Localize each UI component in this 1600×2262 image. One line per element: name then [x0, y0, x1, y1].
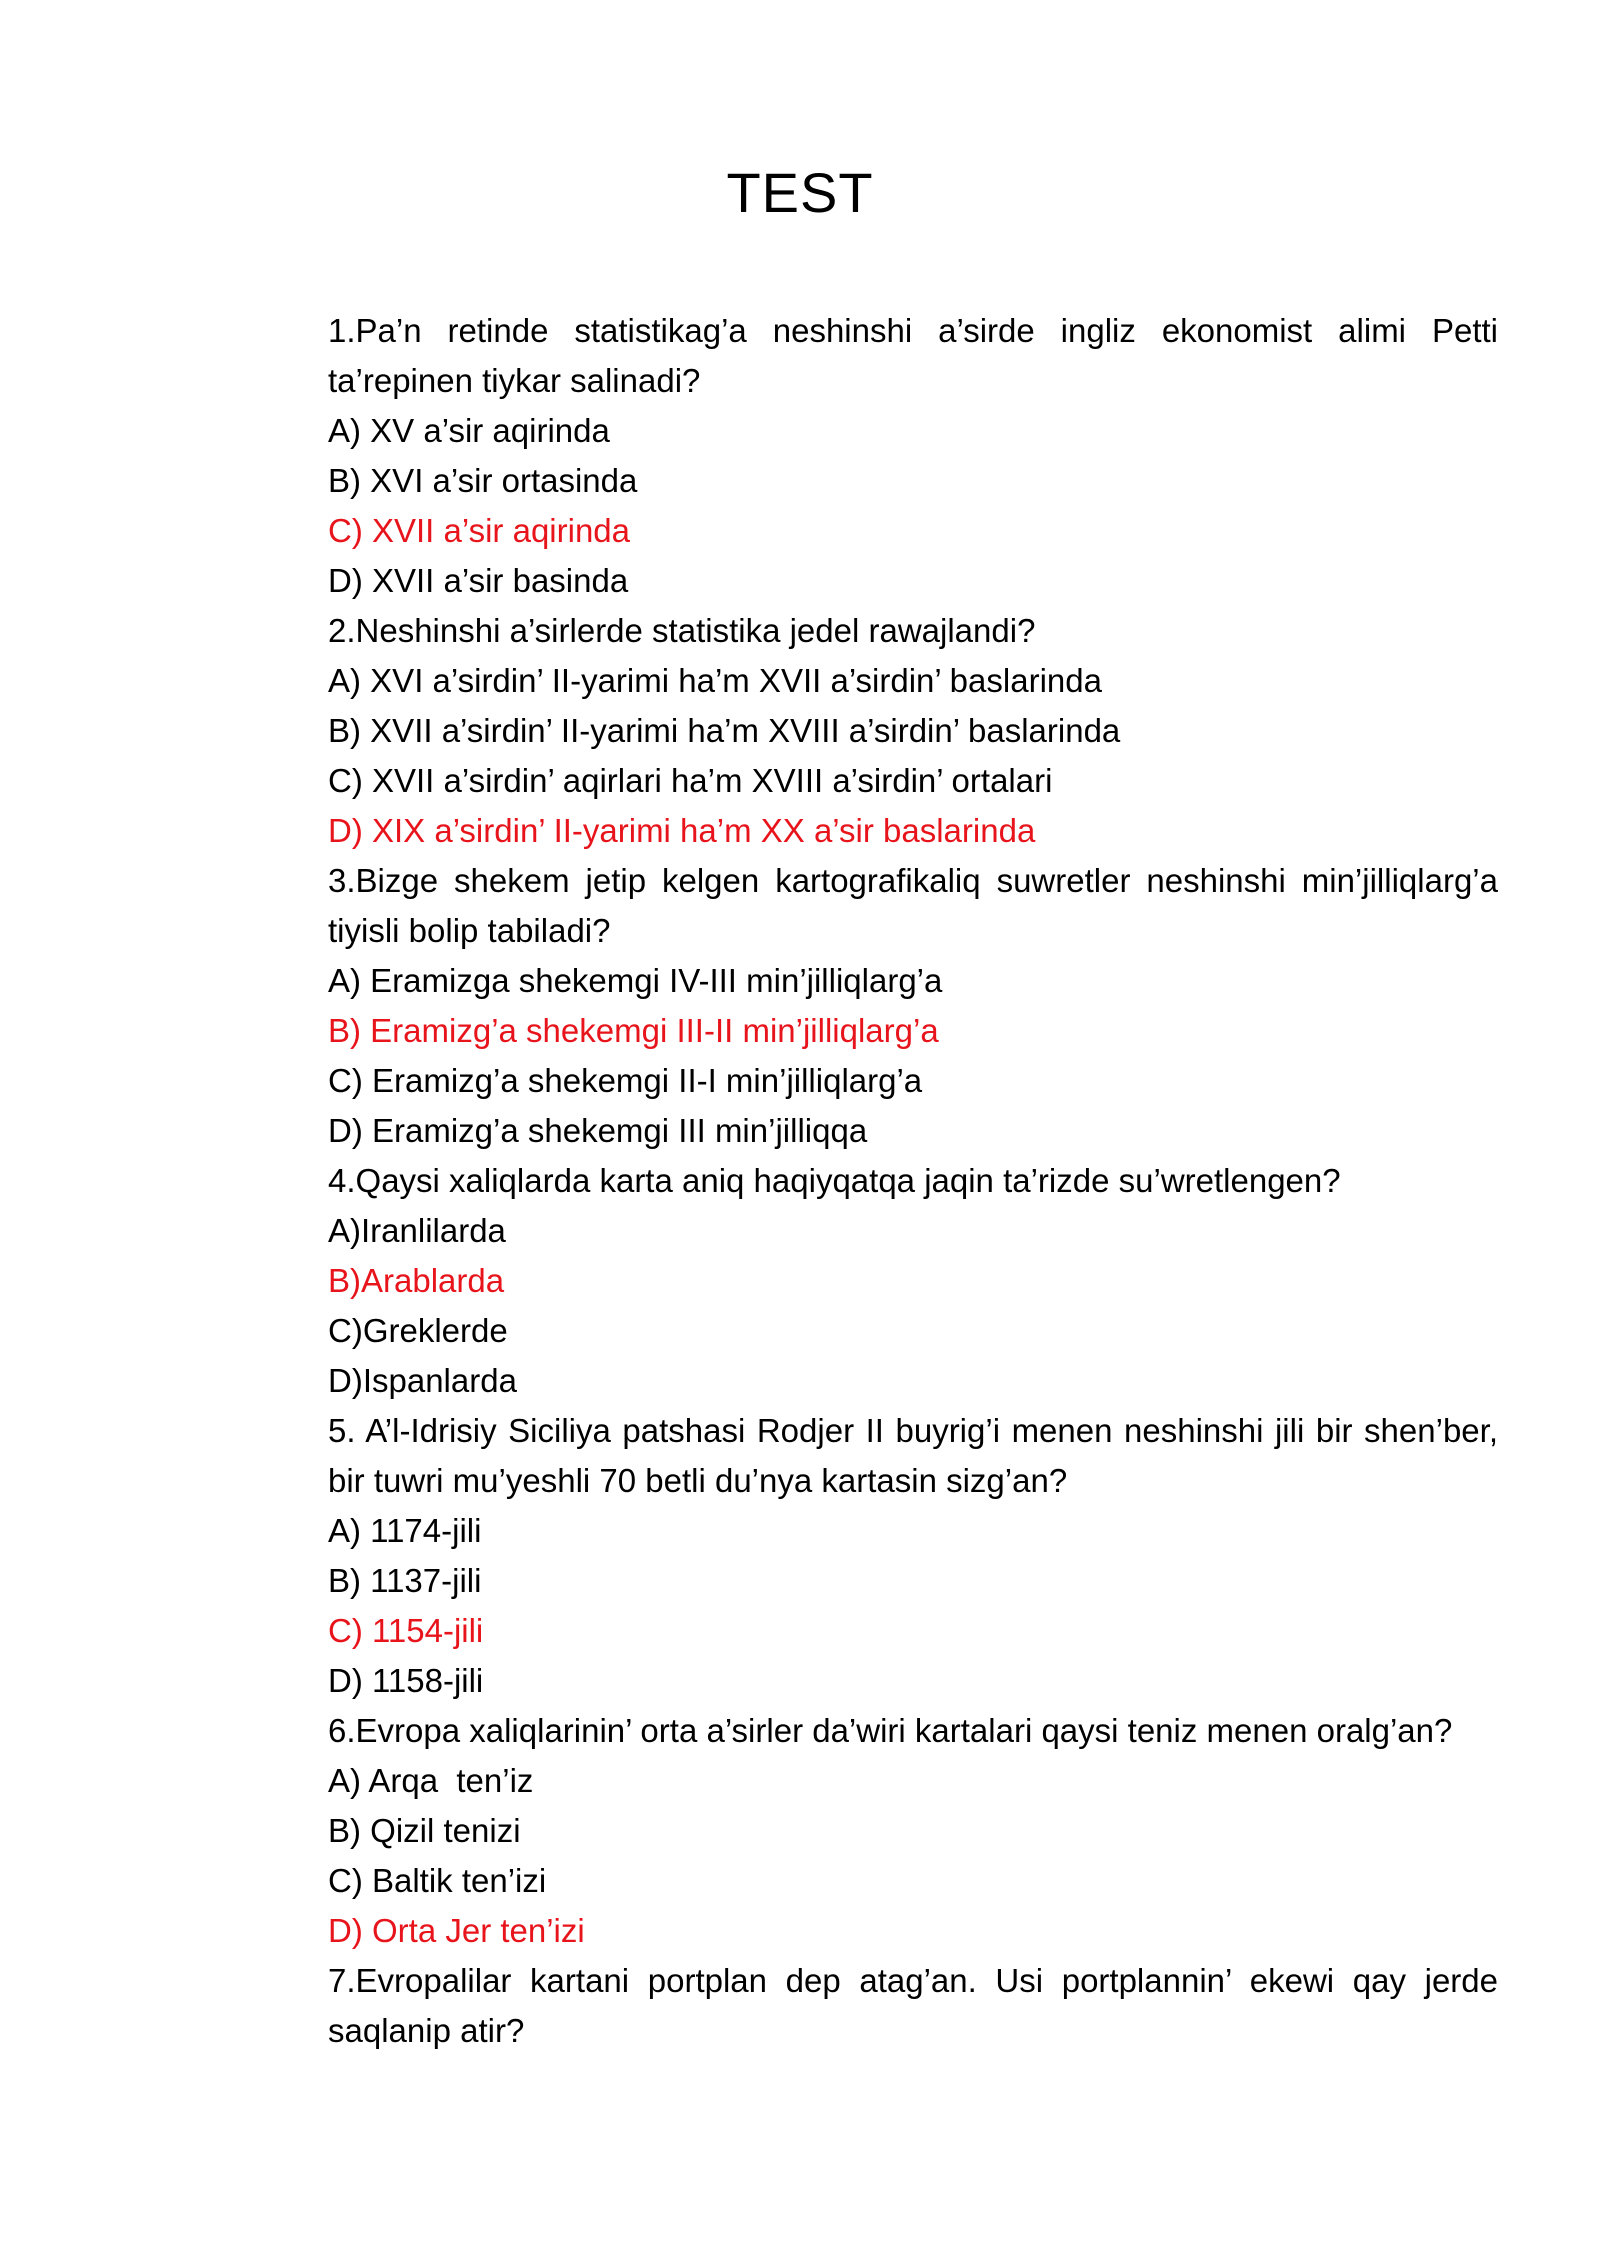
answer-option: D) 1158-jili: [328, 1662, 484, 1699]
correct-answer-option: B) Eramizg’a shekemgi III-II min’jilliqlarg’a: [328, 1012, 939, 1049]
answer-option: D) XVII a’sir basinda: [328, 562, 629, 599]
answer-option: C)Greklerde: [328, 1312, 508, 1349]
answer-option: C) Eramizg’a shekemgi II-I min’jilliqlarg’a: [328, 1062, 923, 1099]
correct-answer-option: D) XIX a’sirdin’ II-yarimi ha’m XX a’sir baslarinda: [328, 812, 1036, 849]
question-text: 5. A’l-Idrisiy Siciliya patshasi Rodjer II buyrig’i menen neshinshi jili bir shen’ber, bir tuwri mu’yeshli 70 betli du’nya kartasin sizg’an?: [328, 1412, 1498, 1499]
answer-option: A)Iranlilarda: [328, 1212, 506, 1249]
answer-option: B) XVI a’sir ortasinda: [328, 462, 638, 499]
answer-option: A) Arqa ten’iz: [328, 1762, 534, 1799]
answer-option: C) Baltik ten’izi: [328, 1862, 547, 1899]
question-text: 3.Bizge shekem jetip kelgen kartografikaliq suwretler neshinshi min’jilliqlarg’a tiyisli bolip tabiladi?: [328, 862, 1498, 949]
question-text: 1.Pa’n retinde statistikag’a neshinshi a’sirde ingliz ekonomist alimi Petti ta’repinen tiykar salinadi?: [328, 312, 1498, 399]
answer-option: A) XV a’sir aqirinda: [328, 412, 610, 449]
question-text: 4.Qaysi xaliqlarda karta aniq haqiyqatqa jaqin ta’rizde su’wretlengen?: [328, 1162, 1341, 1199]
correct-answer-option: C) 1154-jili: [328, 1612, 484, 1649]
answer-option: B) Qizil tenizi: [328, 1812, 521, 1849]
question-text: 2.Neshinshi a’sirlerde statistika jedel rawajlandi?: [328, 612, 1036, 649]
answer-option: B) XVII a’sirdin’ II-yarimi ha’m XVIII a’sirdin’ baslarinda: [328, 712, 1121, 749]
answer-option: D) Eramizg’a shekemgi III min’jilliqqa: [328, 1112, 868, 1149]
answer-option: A) Eramizga shekemgi IV-III min’jilliqlarg’a: [328, 962, 943, 999]
answer-option: A) 1174-jili: [328, 1512, 482, 1549]
answer-option: C) XVII a’sirdin’ aqirlari ha’m XVIII a’sirdin’ ortalari: [328, 762, 1053, 799]
question-text: 6.Evropa xaliqlarinin’ orta a’sirler da’wiri kartalari qaysi teniz menen oralg’an?: [328, 1712, 1453, 1749]
correct-answer-option: D) Orta Jer ten’izi: [328, 1912, 585, 1949]
question-list: [328, 306, 1498, 2056]
document-title: TEST: [726, 161, 874, 224]
answer-option: A) XVI a’sirdin’ II-yarimi ha’m XVII a’sirdin’ baslarinda: [328, 662, 1102, 699]
answer-option: D)Ispanlarda: [328, 1362, 517, 1399]
correct-answer-option: B)Arablarda: [328, 1262, 505, 1299]
correct-answer-option: C) XVII a’sir aqirinda: [328, 512, 631, 549]
question-text: 7.Evropalilar kartani portplan dep atag’an. Usi portplannin’ ekewi qay jerde saqlanip atir?: [328, 1962, 1498, 2049]
answer-option: B) 1137-jili: [328, 1562, 482, 1599]
